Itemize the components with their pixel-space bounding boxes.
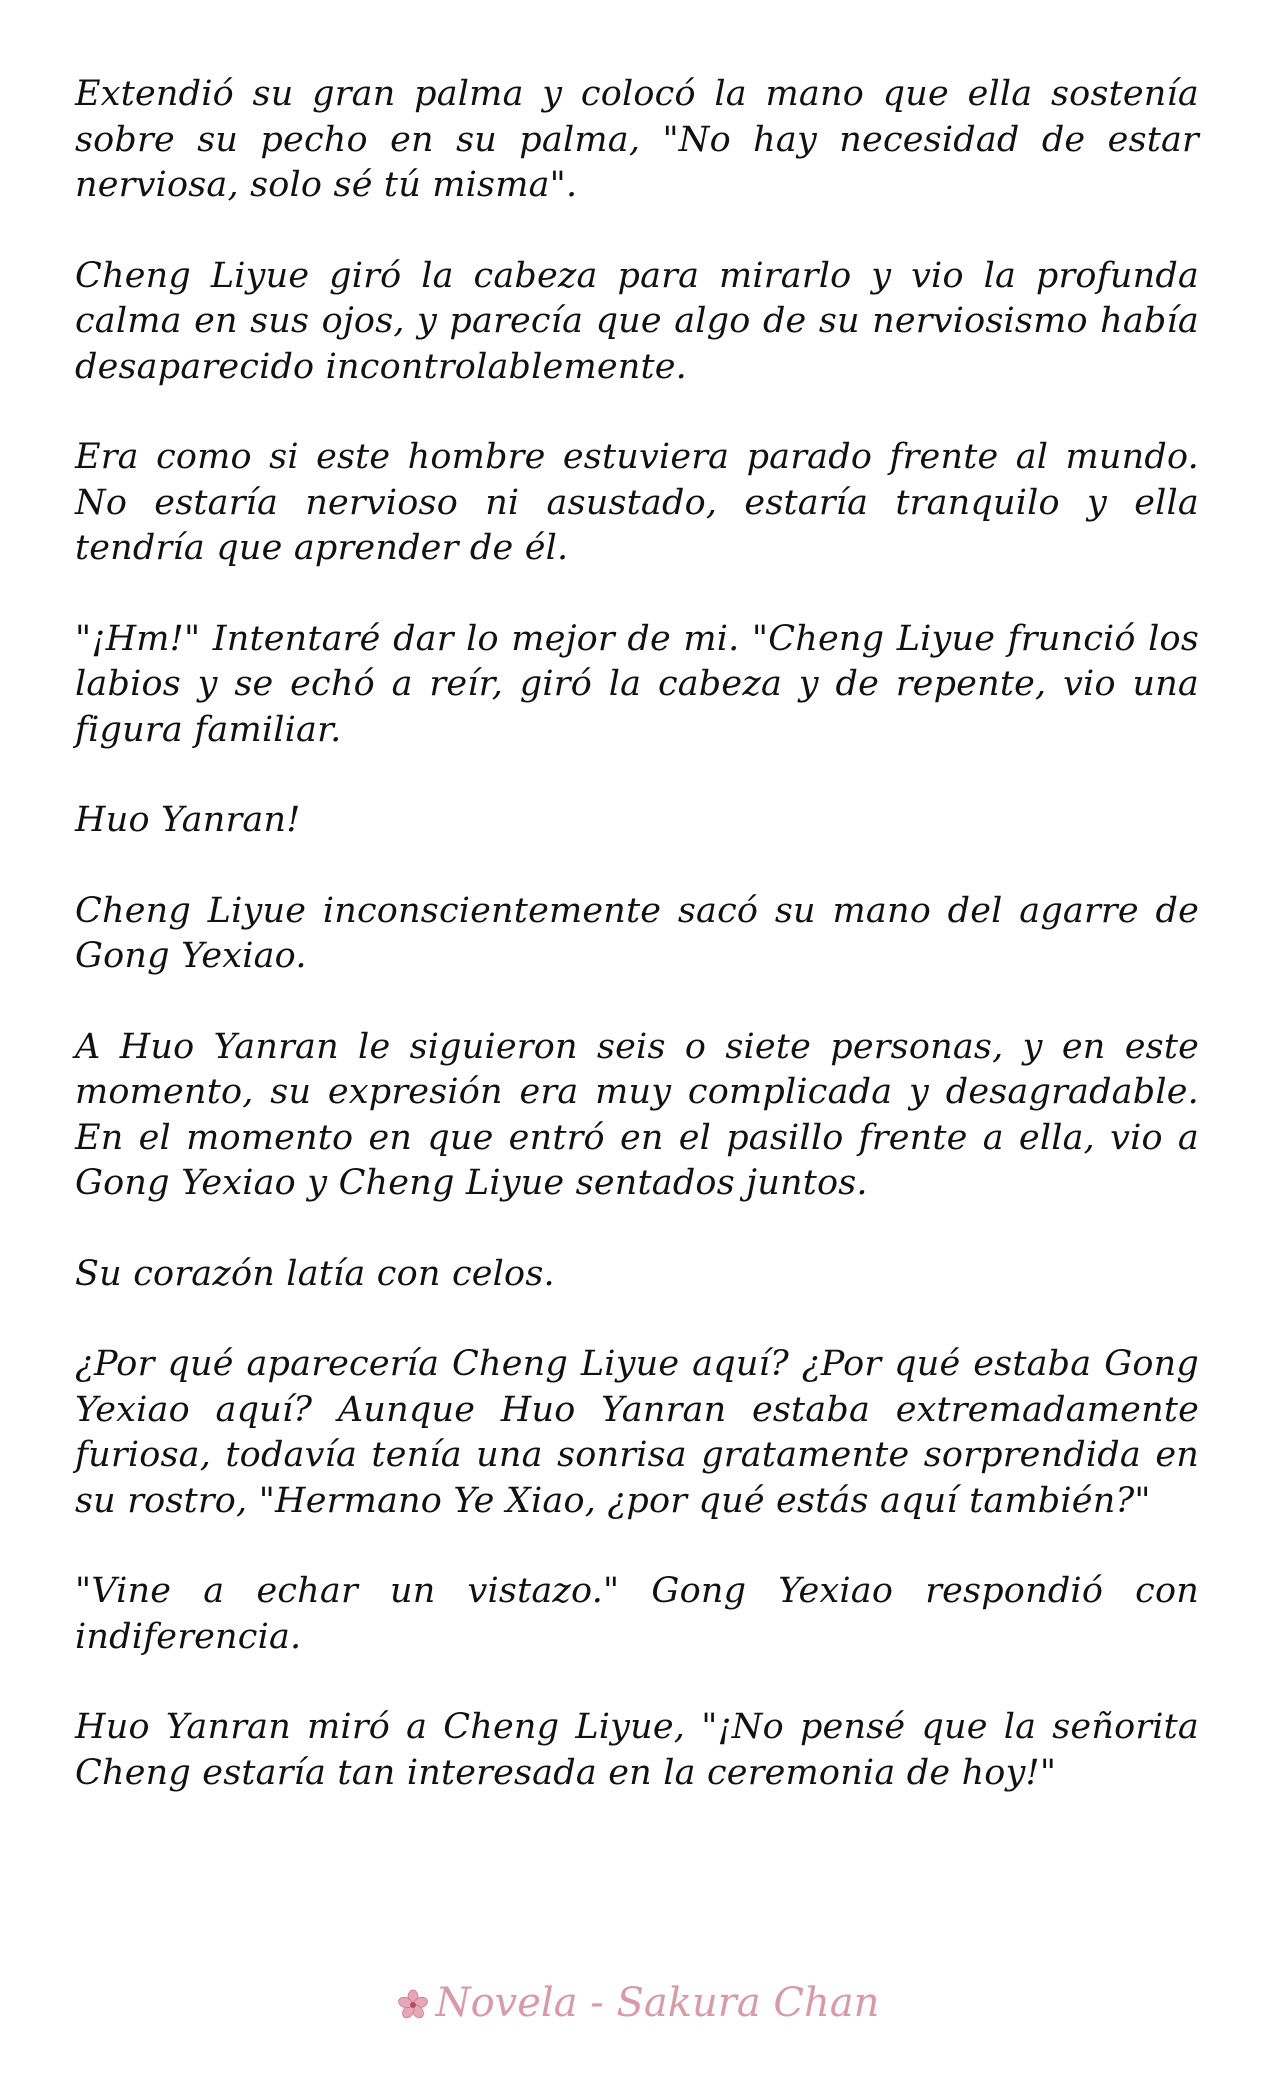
- paragraph: Era como si este hombre estuviera parado frente al mundo. No estaría nervioso ni asustado, estaría tranquilo y ella tendría que aprender de él.: [75, 437, 1199, 568]
- paragraph: Huo Yanran miró a Cheng Liyue, "¡No pensé que la señorita Cheng estaría tan interesada en la ceremonia de hoy!": [75, 1707, 1199, 1793]
- paragraph: ¿Por qué aparecería Cheng Liyue aquí? ¿Por qué estaba Gong Yexiao aquí? Aunque Huo Yanran estaba extremadamente furiosa, todavía tenía una sonrisa gratamente sorprendida en su rostro, "Hermano Ye Xiao, ¿por qué estás aquí también?": [75, 1344, 1199, 1521]
- paragraph: Huo Yanran!: [75, 800, 301, 840]
- watermark: [0, 1980, 1275, 2026]
- paragraph: Cheng Liyue giró la cabeza para mirarlo y vio la profunda calma en sus ojos, y parecía que algo de su nerviosismo había desaparecido incontrolablemente.: [75, 255, 1199, 387]
- paragraph: "Vine a echar un vistazo." Gong Yexiao respondió con indiferencia.: [75, 1571, 1199, 1657]
- sakura-flower-icon: [396, 1986, 430, 2020]
- watermark-text: Novela - Sakura Chan: [435, 1980, 880, 2026]
- chapter-text: [75, 72, 1199, 1841]
- paragraph: "¡Hm!" Intentaré dar lo mejor de mi. "Cheng Liyue frunció los labios y se echó a reír, giró la cabeza y de repente, vio una figura familiar.: [75, 618, 1199, 750]
- paragraph: Extendió su gran palma y colocó la mano que ella sostenía sobre su pecho en su palma, "No hay necesidad de estar nerviosa, solo sé tú misma".: [75, 74, 1199, 205]
- paragraph: Su corazón latía con celos.: [75, 1253, 555, 1294]
- paragraph: A Huo Yanran le siguieron seis o siete personas, y en este momento, su expresión era muy complicada y desagradable. En el momento en que entró en el pasillo frente a ella, vio a Gong Yexiao y Cheng Liyue sentados juntos.: [75, 1026, 1199, 1203]
- paragraph: Cheng Liyue inconscientemente sacó su mano del agarre de Gong Yexiao.: [75, 890, 1199, 976]
